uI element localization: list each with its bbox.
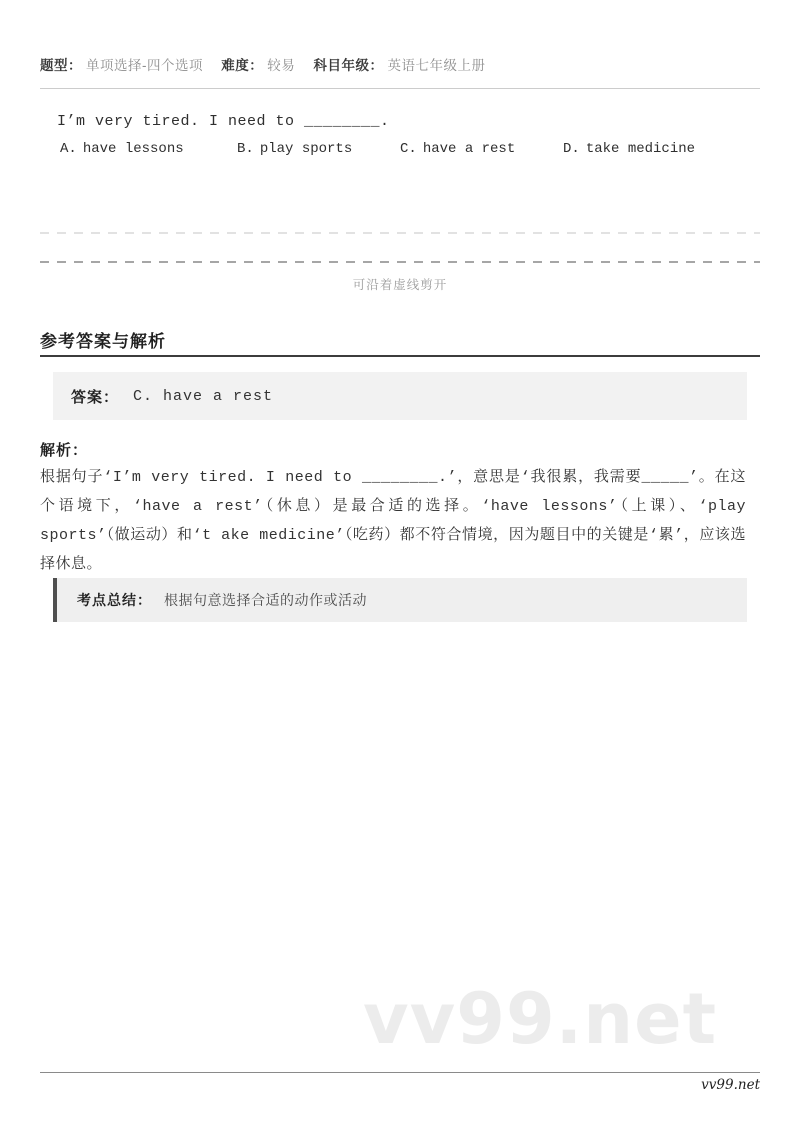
option-b — [237, 141, 352, 157]
option-a-key: A. — [60, 141, 77, 157]
subject-grade-label: 科目年级： — [313, 58, 384, 73]
options-row — [40, 141, 760, 161]
option-c-key: C. — [400, 141, 417, 157]
cut-dashed-line-top — [40, 232, 760, 234]
option-d — [563, 141, 695, 157]
key-point-summary-label: 考点总结： — [77, 592, 152, 608]
question-type-label: 题型： — [40, 58, 82, 73]
difficulty-label: 难度： — [221, 58, 264, 73]
difficulty-value: 较易 — [267, 58, 296, 73]
analysis-label: 解析： — [40, 442, 89, 459]
cut-dashed-line-bottom — [40, 261, 760, 263]
question-stem: I’m very tired. I need to ________. — [57, 113, 390, 130]
answer-label: 答案： — [71, 388, 120, 406]
answer-section-title-rule — [40, 355, 760, 357]
option-c-text: have a rest — [422, 141, 516, 157]
option-a-text: have lessons — [82, 141, 184, 157]
option-d-text: take medicine — [585, 141, 696, 157]
answer-section-title: 参考答案与解析 — [40, 332, 166, 351]
header-divider — [40, 88, 760, 89]
option-b-key: B. — [237, 141, 254, 157]
footer-rule — [40, 1072, 760, 1073]
key-point-summary-box — [53, 578, 747, 622]
cut-hint-text: 可沿着虚线剪开 — [352, 278, 448, 292]
option-b-text: play sports — [259, 141, 353, 157]
analysis-text: 根据句子‘I’m very tired. I need to ________.’，意思是‘我很累，我需要_____’。在这个语境下，‘have a rest’（休息）是最合适的选择。‘have lessons’（上课）、‘play sports’（做运动）和‘t ake medicine’（吃药）都不符合情境，因为题目中的关键是‘累’，应该选择休息。 — [40, 469, 746, 573]
question-type-value: 单项选择-四个选项 — [86, 58, 203, 73]
option-c — [400, 141, 515, 157]
option-d-key: D. — [563, 141, 580, 157]
footer-site-name: vv99.net — [701, 1077, 760, 1093]
answer-value: C. have a rest — [133, 387, 274, 405]
watermark: vv99.net — [363, 978, 718, 1060]
answer-box — [53, 372, 747, 420]
key-point-summary-text: 根据句意选择合适的动作或活动 — [164, 592, 367, 608]
option-a — [60, 141, 184, 157]
header-meta — [40, 54, 760, 74]
subject-grade-value: 英语七年级上册 — [387, 58, 486, 73]
